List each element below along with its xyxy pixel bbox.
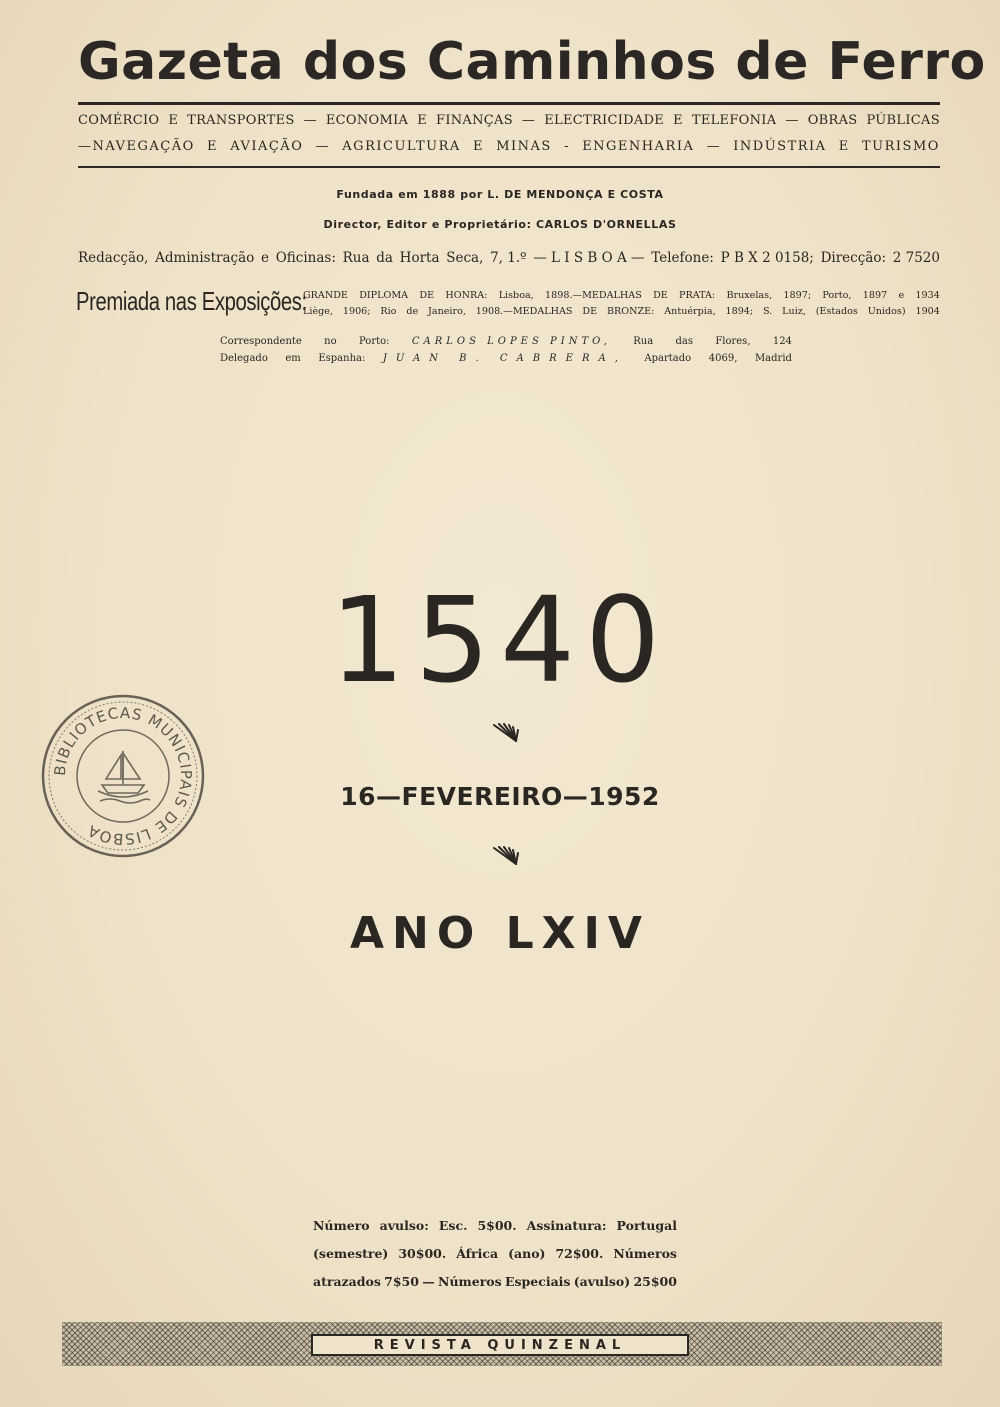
masthead-rule-top [78,102,940,105]
director-line: Director, Editor e Proprietário: CARLOS D'ORNELLAS [323,218,677,231]
subjects-line-2: —NAVEGAÇÃO E AVIAÇÃO — AGRICULTURA E MINAS - ENGENHARIA — INDÚSTRIA E TURISMO [78,139,940,154]
awards-line-2: Liège, 1906; Rio de Janeiro, 1908.—MEDALHAS DE BRONZE: Antuérpia, 1894; S. Luiz, (Estados Unidos) 1904 [303,306,940,317]
founded-line: Fundada em 1888 por L. DE MENDONÇA E COSTA [336,188,664,201]
footer-label: REVISTA QUINZENAL [373,1337,627,1353]
masthead-title: Gazeta dos Caminhos de Ferro [78,32,986,92]
fan-ornament-icon [490,723,520,743]
issue-date: 16—FEVEREIRO—1952 [340,782,660,811]
svg-text:BIBLIOTECAS MUNICIPAIS DE LISB: BIBLIOTECAS MUNICIPAIS DE LISBOA [50,703,196,849]
price-line-2: (semestre) 30$00. África (ano) 72$00. Números [313,1246,677,1261]
delegate-spain: Delegado em Espanha: JUAN B. CABRERA, Apartado 4069, Madrid [220,353,792,364]
issue-year: ANO LXIV [350,908,650,959]
awards-line-1: GRANDE DIPLOMA DE HONRA: Lisboa, 1898.—MEDALHAS DE PRATA: Bruxelas, 1897; Porto, 1897 e 1934 [303,290,940,301]
footer-label-box [311,1334,689,1356]
price-line-3: atrazados 7$50 — Números Especiais (avulso) 25$00 [313,1274,677,1289]
price-line-1: Número avulso: Esc. 5$00. Assinatura: Portugal [313,1218,677,1233]
awards-label: Premiada nas Exposições: [76,286,307,316]
fan-ornament-icon [490,846,520,866]
issue-number: 1540 [329,571,671,709]
subjects-line-1: COMÉRCIO E TRANSPORTES — ECONOMIA E FINANÇAS — ELECTRICIDADE E TELEFONIA — OBRAS PÚBLICAS [78,113,940,128]
address-line: Redacção, Administração e Oficinas: Rua da Horta Seca, 7, 1.º — L I S B O A — Telefone: P B X 2 0158; Direcção: 2 7520 [78,250,940,266]
library-stamp-icon [40,693,206,859]
masthead-rule-bottom [78,166,940,168]
correspondent-porto: Correspondente no Porto: CARLOS LOPES PINTO, Rua das Flores, 124 [220,336,792,347]
